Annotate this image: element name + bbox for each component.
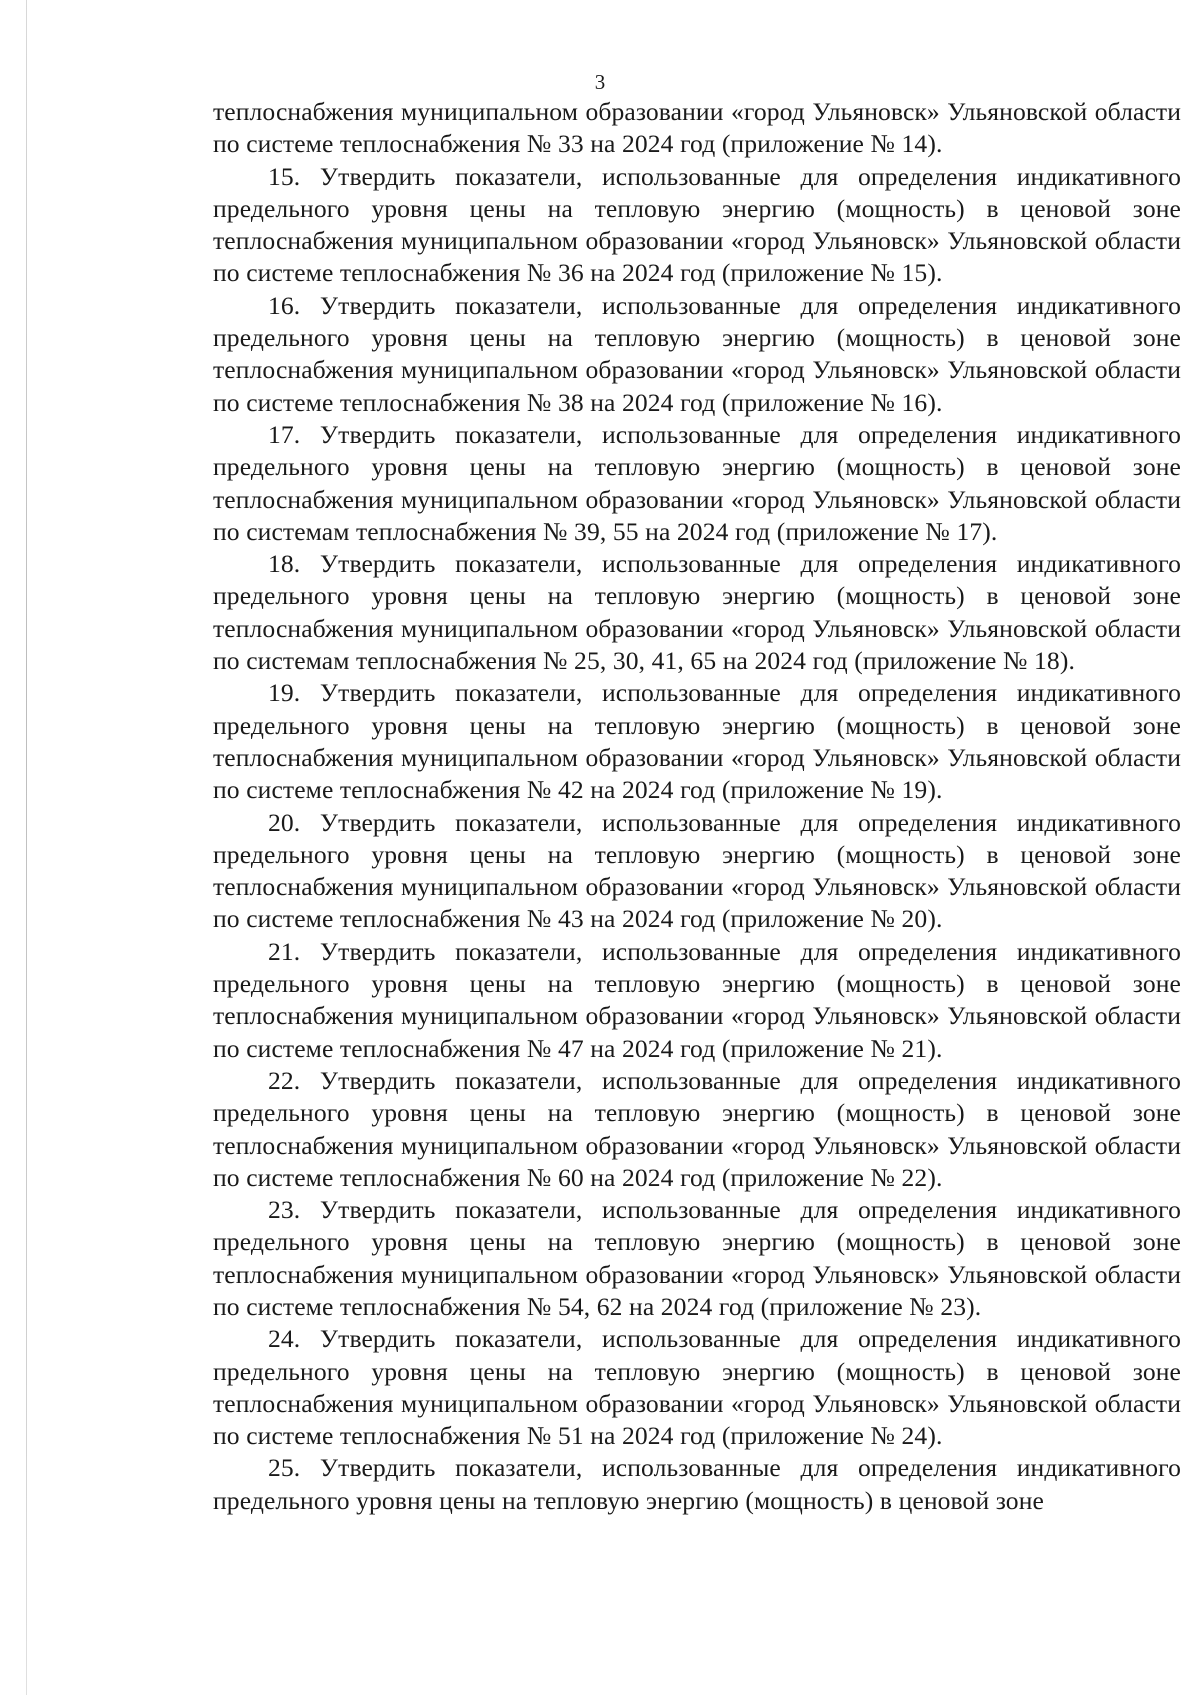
paragraph-continuation: теплоснабжения муниципальном образовании «город Ульяновск» Ульяновской области по системе теплоснабжения № 33 на 2024 год (приложение № 14). xyxy=(213,97,1181,159)
paragraph-item-16: 16. Утвердить показатели, использованные для определения индикативного предельного уровня цены на тепловую энергию (мощность) в ценовой зоне теплоснабжения муниципальном образовании «город Ульяновск» Ульяновской области по системе теплоснабжения № 38 на 2024 год (приложение № 16). xyxy=(213,290,1181,417)
paragraph-item-18: 18. Утвердить показатели, использованные для определения индикативного предельного уровня цены на тепловую энергию (мощность) в ценовой зоне теплоснабжения муниципальном образовании «город Ульяновск» Ульяновской области по системам теплоснабжения № 25, 30, 41, 65 на 2024 год (приложение № 18). xyxy=(213,549,1181,676)
paragraph-item-17: 17. Утвердить показатели, использованные для определения индикативного предельного уровня цены на тепловую энергию (мощность) в ценовой зоне теплоснабжения муниципальном образовании «город Ульяновск» Ульяновской области по системам теплоснабжения № 39, 55 на 2024 год (приложение № 17). xyxy=(213,419,1181,546)
paragraph-item-23: 23. Утвердить показатели, использованные для определения индикативного предельного уровня цены на тепловую энергию (мощность) в ценовой зоне теплоснабжения муниципальном образовании «город Ульяновск» Ульяновской области по системе теплоснабжения № 54, 62 на 2024 год (приложение № 23). xyxy=(213,1195,1181,1321)
paragraph-item-24: 24. Утвердить показатели, использованные для определения индикативного предельного уровня цены на тепловую энергию (мощность) в ценовой зоне теплоснабжения муниципальном образовании «город Ульяновск» Ульяновской области по системе теплоснабжения № 51 на 2024 год (приложение № 24). xyxy=(213,1324,1181,1451)
paragraph-item-25: 25. Утвердить показатели, использованные для определения индикативного предельного уровня цены на тепловую энергию (мощность) в ценовой зоне xyxy=(213,1453,1181,1515)
document-body xyxy=(213,96,1181,1517)
paragraph-item-15: 15. Утвердить показатели, использованные для определения индикативного предельного уровня цены на тепловую энергию (мощность) в ценовой зоне теплоснабжения муниципальном образовании «город Ульяновск» Ульяновской области по системе теплоснабжения № 36 на 2024 год (приложение № 15). xyxy=(213,161,1181,288)
paragraph-item-21: 21. Утвердить показатели, использованные для определения индикативного предельного уровня цены на тепловую энергию (мощность) в ценовой зоне теплоснабжения муниципальном образовании «город Ульяновск» Ульяновской области по системе теплоснабжения № 47 на 2024 год (приложение № 21). xyxy=(213,936,1181,1063)
page-number: 3 xyxy=(594,70,606,94)
paragraph-item-19: 19. Утвердить показатели, использованные для определения индикативного предельного уровня цены на тепловую энергию (мощность) в ценовой зоне теплоснабжения муниципальном образовании «город Ульяновск» Ульяновской области по системе теплоснабжения № 42 на 2024 год (приложение № 19). xyxy=(213,678,1181,805)
paragraph-item-20: 20. Утвердить показатели, использованные для определения индикативного предельного уровня цены на тепловую энергию (мощность) в ценовой зоне теплоснабжения муниципальном образовании «город Ульяновск» Ульяновской области по системе теплоснабжения № 43 на 2024 год (приложение № 20). xyxy=(213,807,1181,934)
paragraph-item-22: 22. Утвердить показатели, использованные для определения индикативного предельного уровня цены на тепловую энергию (мощность) в ценовой зоне теплоснабжения муниципальном образовании «город Ульяновск» Ульяновской области по системе теплоснабжения № 60 на 2024 год (приложение № 22). xyxy=(213,1065,1181,1192)
scan-edge-line xyxy=(26,0,27,1695)
